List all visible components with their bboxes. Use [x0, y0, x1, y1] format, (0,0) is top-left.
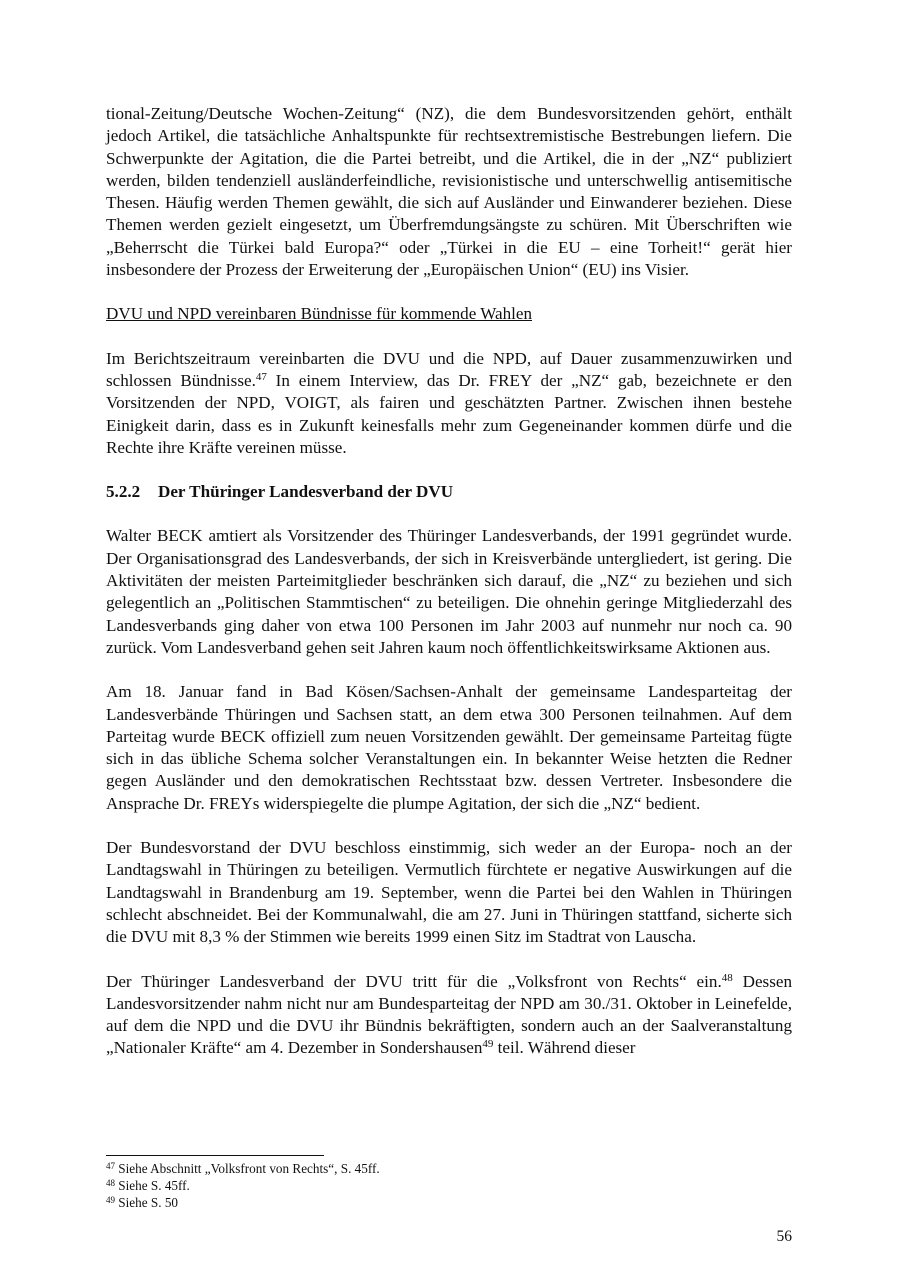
paragraph-landesverband: Walter BECK amtiert als Vorsitzender des Thüringer Landesverbands, der 1991 gegründet wurde. Der Organisationsgrad des Landesverbands, der sich in Kreisverbände untergliedert, ist gering. Die Aktivitäten der meisten Parteimitglieder beschränken sich darauf, die „NZ“ zu beziehen und sich gelegentlich an „Politischen Stammtischen“ zu beteiligen. Die ohnehin geringe Mitgliederzahl des Landesverbands ging daher von etwa 100 Personen im Jahr 2003 auf nunmehr nur noch ca. 90 zurück. Vom Landesverband gehen seit Jahren kaum noch öffentlichkeitswirksame Aktionen aus. — [106, 526, 792, 657]
section-number: 5.2.2 — [106, 482, 141, 502]
paragraph-alliance-text-a: Im Berichtszeitraum vereinbarten die DVU und die NPD, auf Dauer zusammenzuwirken und schlossen Bündnisse. — [106, 348, 792, 390]
section-title: Der Thüringer Landesverband der DVU — [158, 482, 454, 502]
paragraph-nz-agitation: tional-Zeitung/Deutsche Wochen-Zeitung“ (NZ), die dem Bundesvorsitzenden gehört, enthält jedoch Artikel, die tatsächliche Anhaltspunkte für rechtsextremistische Bestrebungen liefern. Die Schwerpunkte der Agitation, die die Partei betreibt, und die Artikel, die in der „NZ“ publiziert werden, bilden tendenziell ausländerfeindliche, revisionistische und unterschwellig antisemitische Thesen. Häufig werden Themen gewählt, die sich auf Ausländer und Einwanderer beziehen. Diese Themen werden gezielt eingesetzt, um Überfremdungsängste zu schüren. Mit Überschriften wie „Beherrscht die Türkei bald Europa?“ oder „Türkei in die EU – eine Torheit!“ gerät hier insbesondere der Prozess der Erweiterung der „Europäischen Union“ (EU) ins Visier. — [106, 104, 792, 280]
paragraph-volksfront-text-c: teil. Während dieser — [493, 1038, 636, 1058]
footnote-text: Siehe S. 50 — [115, 1195, 179, 1211]
page-body — [106, 103, 792, 1082]
footnote-49 — [106, 1194, 792, 1211]
footnote-ref-49[interactable]: 49 — [482, 1038, 494, 1051]
paragraph-volksfront-text-b: Dessen Landesvorsitzender nahm nicht nur am Bundesparteitag der NPD am 30./31. Oktober in Leinefelde, auf dem die NPD und die DVU ihr Bündnis bekräftigten, sondern auch an der Saalveranstaltung „Nationaler Kräfte“ am 4. Dezember in Sondershausen — [106, 971, 792, 1058]
footnotes — [106, 1160, 792, 1212]
footnote-text: Siehe Abschnitt „Volksfront von Rechts“, S. 45ff. — [115, 1161, 380, 1176]
subheading-dvu-npd-alliance: DVU und NPD vereinbaren Bündnisse für kommende Wahlen — [106, 304, 533, 324]
footnote-number: 47 — [106, 1161, 115, 1171]
footnote-ref-48[interactable]: 48 — [721, 971, 733, 984]
footnote-ref-47[interactable]: 47 — [255, 370, 267, 383]
paragraph-volksfront-text-a: Der Thüringer Landesverband der DVU tritt für die „Volksfront von Rechts“ ein. — [106, 971, 722, 991]
footnote-number: 49 — [106, 1195, 115, 1206]
footnote-number: 48 — [106, 1178, 115, 1189]
paragraph-landesparteitag: Am 18. Januar fand in Bad Kösen/Sachsen-Anhalt der gemeinsame Landesparteitag der Landesverbände Thüringen und Sachsen statt, an dem etwa 300 Personen teilnahmen. Auf dem Parteitag wurde BECK offiziell zum neuen Vorsitzenden gewählt. Der gemeinsame Parteitag fügte sich in das übliche Schema solcher Veranstaltungen ein. In bekannter Weise hetzten die Redner gegen Ausländer und den demokratischen Rechtsstaat bzw. dessen Vertreter. Insbesondere die Ansprache Dr. FREYs widerspiegelte die plumpe Agitation, der sich die „NZ“ bedient. — [106, 682, 792, 813]
footnote-text: Siehe S. 45ff. — [115, 1178, 190, 1194]
paragraph-wahlen: Der Bundesvorstand der DVU beschloss einstimmig, sich weder an der Europa- noch an der Landtagswahl in Thüringen zu beteiligen. Vermutlich fürchtete er negative Auswirkungen auf die Landtagswahl in Brandenburg am 19. September, wenn die Partei bei den Wahlen in Thüringen schlecht abschneidet. Bei der Kommunalwahl, die am 27. Juni in Thüringen stattfand, sicherte sich die DVU mit 8,3 % der Stimmen wie bereits 1999 einen Sitz im Stadtrat von Lauscha. — [106, 838, 792, 947]
section-heading — [106, 481, 792, 503]
paragraph-alliance — [106, 348, 792, 459]
paragraph-alliance-text-b: In einem Interview, das Dr. FREY der „NZ“ gab, bezeichnete er den Vorsitzenden der NPD, VOIGT, als fairen und geschätzten Partner. Zwischen ihnen bestehe Einigkeit darin, dass es in Zukunft keinesfalls mehr zum Gegeneinander kommen dürfe und die Rechte ihre Kräfte vereinen müsse. — [106, 370, 792, 457]
footnote-47 — [106, 1160, 792, 1177]
paragraph-volksfront — [106, 971, 792, 1060]
footnote-48 — [106, 1177, 792, 1194]
page-number: 56 — [776, 1228, 792, 1245]
footnote-divider — [106, 1155, 324, 1156]
